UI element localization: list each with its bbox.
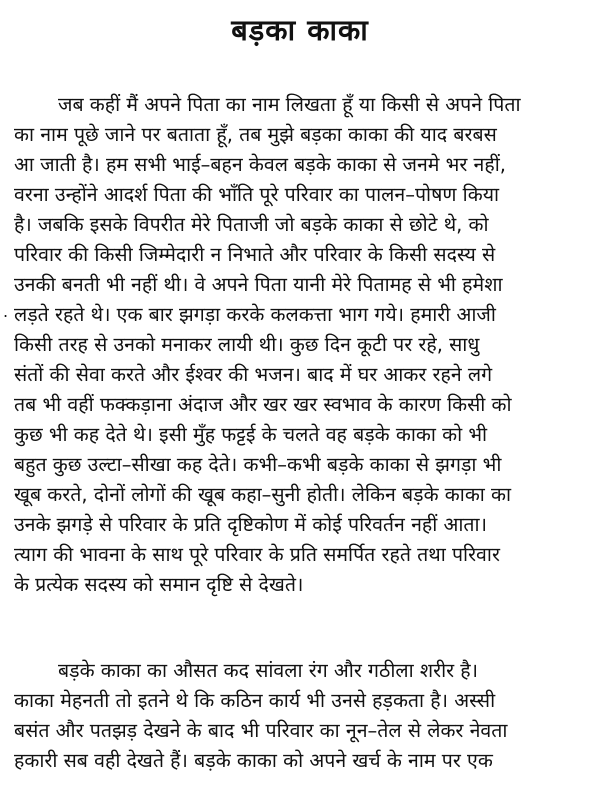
paragraph-line: त्याग की भावना के साथ पूरे परिवार के प्रति समर्पित रहते तथा परिवार: [14, 543, 500, 566]
paragraph-line: कुछ भी कह देते थे। इसी मुँह फट्टई के चलते वह बड़के काका को भी: [14, 423, 488, 446]
paragraph-line: परिवार की किसी जिम्मेदारी न निभाते और परिवार के किसी सदस्य से: [14, 243, 496, 266]
paragraph-line: आ जाती है। हम सभी भाई–बहन केवल बड़के काका से जनमे भर नहीं,: [14, 153, 506, 176]
paragraph-line: खूब करते, दोनों लोगों की खूब कहा–सुनी होती। लेकिन बड़के काका का: [14, 483, 512, 506]
paragraph-line: जब कहीं मैं अपने पिता का नाम लिखता हूँ या किसी से अपने पिता: [58, 93, 521, 116]
paragraph-line: बड़के काका का औसत कद सांवला रंग और गठीला शरीर है।: [58, 659, 479, 682]
paragraph-line: का नाम पूछे जाने पर बताता हूँ, तब मुझे बड़का काका की याद बरबस: [14, 123, 497, 146]
paragraph-line: उनके झगड़े से परिवार के प्रति दृष्टिकोण में कोई परिवर्तन नहीं आता।: [14, 513, 487, 536]
paragraph-line: काका मेहनती तो इतने थे कि कठिन कार्य भी उनसे हड़कता है। अस्सी: [14, 689, 496, 712]
paragraph-line: किसी तरह से उनको मनाकर लायी थी। कुछ दिन कूटी पर रहे, साधु: [14, 333, 480, 356]
paragraph-line: बसंत और पतझड़ देखने के बाद भी परिवार का नून–तेल से लेकर नेवता: [14, 719, 508, 742]
chapter-title: बड़का काका: [231, 13, 369, 47]
paragraph-1: [14, 90, 588, 600]
paragraph-line: है। जबकि इसके विपरीत मेरे पिताजी जो बड़के काका से छोटे थे, को: [14, 213, 489, 236]
paragraph-line: उनकी बनती भी नहीं थी। वे अपने पिता यानी मेरे पितामह से भी हमेशा: [14, 273, 503, 296]
paragraph-line: के प्रत्येक सदस्य को समान दृष्टि से देखते।: [14, 573, 304, 596]
paragraph-line: बहुत कुछ उल्टा–सीखा कह देते। कभी–कभी बड़के काका से झगड़ा भी: [14, 453, 502, 476]
margin-mark: .: [3, 302, 9, 321]
paragraph-line: लड़ते रहते थे। एक बार झगड़ा करके कलकत्ता भाग गये। हमारी आजी: [14, 303, 496, 326]
paragraph-line: हकारी सब वही देखते हैं। बड़के काका को अपने खर्च के नाम पर एक: [14, 749, 493, 772]
paragraph-line: तब भी वहीं फक्कड़ाना अंदाज और खर खर स्वभाव के कारण किसी को: [14, 393, 512, 416]
paragraph-line: संतों की सेवा करते और ईश्वर की भजन। बाद में घर आकर रहने लगे: [14, 363, 493, 386]
paragraph-2: [14, 656, 588, 776]
paragraph-line: वरना उन्होंने आदर्श पिता की भाँति पूरे परिवार का पालन–पोषण किया: [14, 183, 500, 206]
